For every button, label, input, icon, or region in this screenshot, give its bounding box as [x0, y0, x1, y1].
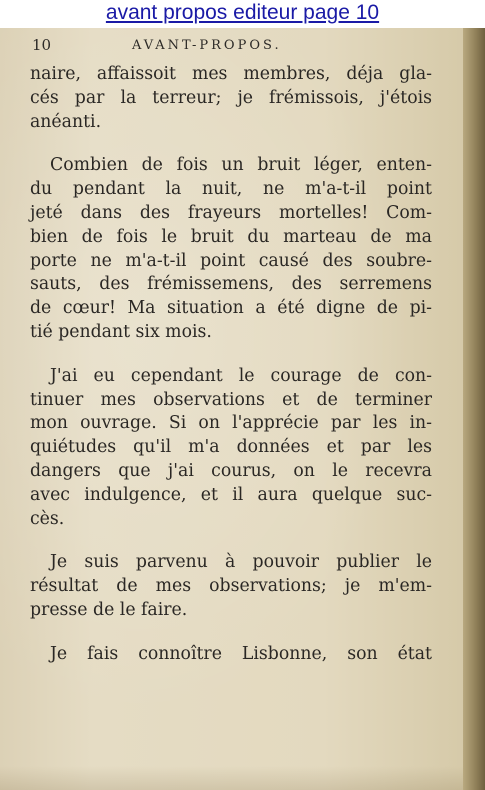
text-line: jeté dans des frayeurs mortelles! Com-: [30, 202, 432, 223]
paragraph-gap: [30, 531, 432, 551]
book-gutter: [463, 28, 485, 790]
paragraph: [30, 643, 432, 667]
text-line: Je suis parvenu à pouvoir publier le: [50, 552, 432, 573]
text-line: résultat de mes observations; je m'em-: [30, 576, 432, 597]
text-line: Je fais connoître Lisbonne, son état: [50, 643, 432, 664]
caption-link[interactable]: avant propos editeur page 10: [105, 1, 380, 24]
text-line: presse de le faire.: [30, 599, 188, 620]
text-line: anéanti.: [30, 111, 102, 132]
text-line: J'ai eu cependant le courage de con-: [50, 365, 432, 386]
paragraph-gap: [30, 345, 432, 365]
text-line: avec indulgence, et il aura quelque suc-: [30, 484, 432, 505]
text-line: cès.: [30, 508, 65, 529]
text-line: dangers que j'ai courus, on le recevra: [30, 460, 432, 481]
paragraph: [30, 365, 432, 532]
text-line: de cœur! Ma situation a été digne de pi-: [30, 298, 432, 319]
paragraph-gap: [30, 134, 432, 154]
caption-bar: [0, 0, 485, 28]
page-shadow: [0, 766, 463, 790]
paragraph: [30, 63, 432, 134]
paragraph-gap: [30, 623, 432, 643]
text-line: cés par la terreur; je frémissois, j'étois: [30, 87, 432, 108]
text-line: porte ne m'a-t-il point causé des soubre-: [30, 250, 432, 271]
page-header: [32, 36, 432, 58]
page-number: 10: [32, 36, 52, 54]
running-head: AVANT-PROPOS.: [132, 38, 282, 53]
text-line: tinuer mes observations et de terminer: [30, 389, 432, 410]
text-line: quiétudes qu'il m'a données et par les: [30, 437, 432, 458]
text-line: mon ouvrage. Si on l'apprécie par les in-: [30, 413, 432, 434]
text-line: naire, affaissoit mes membres, déja gla-: [30, 64, 432, 84]
text-line: sauts, des frémissemens, des serremens: [30, 274, 432, 295]
text-line: Combien de fois un bruit léger, enten-: [50, 155, 432, 176]
text-line: tié pendant six mois.: [30, 321, 212, 342]
body-text: [30, 63, 432, 667]
text-line: bien de fois le bruit du marteau de ma: [30, 226, 432, 247]
book-page: [0, 28, 463, 790]
paragraph: [30, 551, 432, 622]
paragraph: [30, 154, 432, 344]
text-line: du pendant la nuit, ne m'a-t-il point: [30, 179, 432, 200]
